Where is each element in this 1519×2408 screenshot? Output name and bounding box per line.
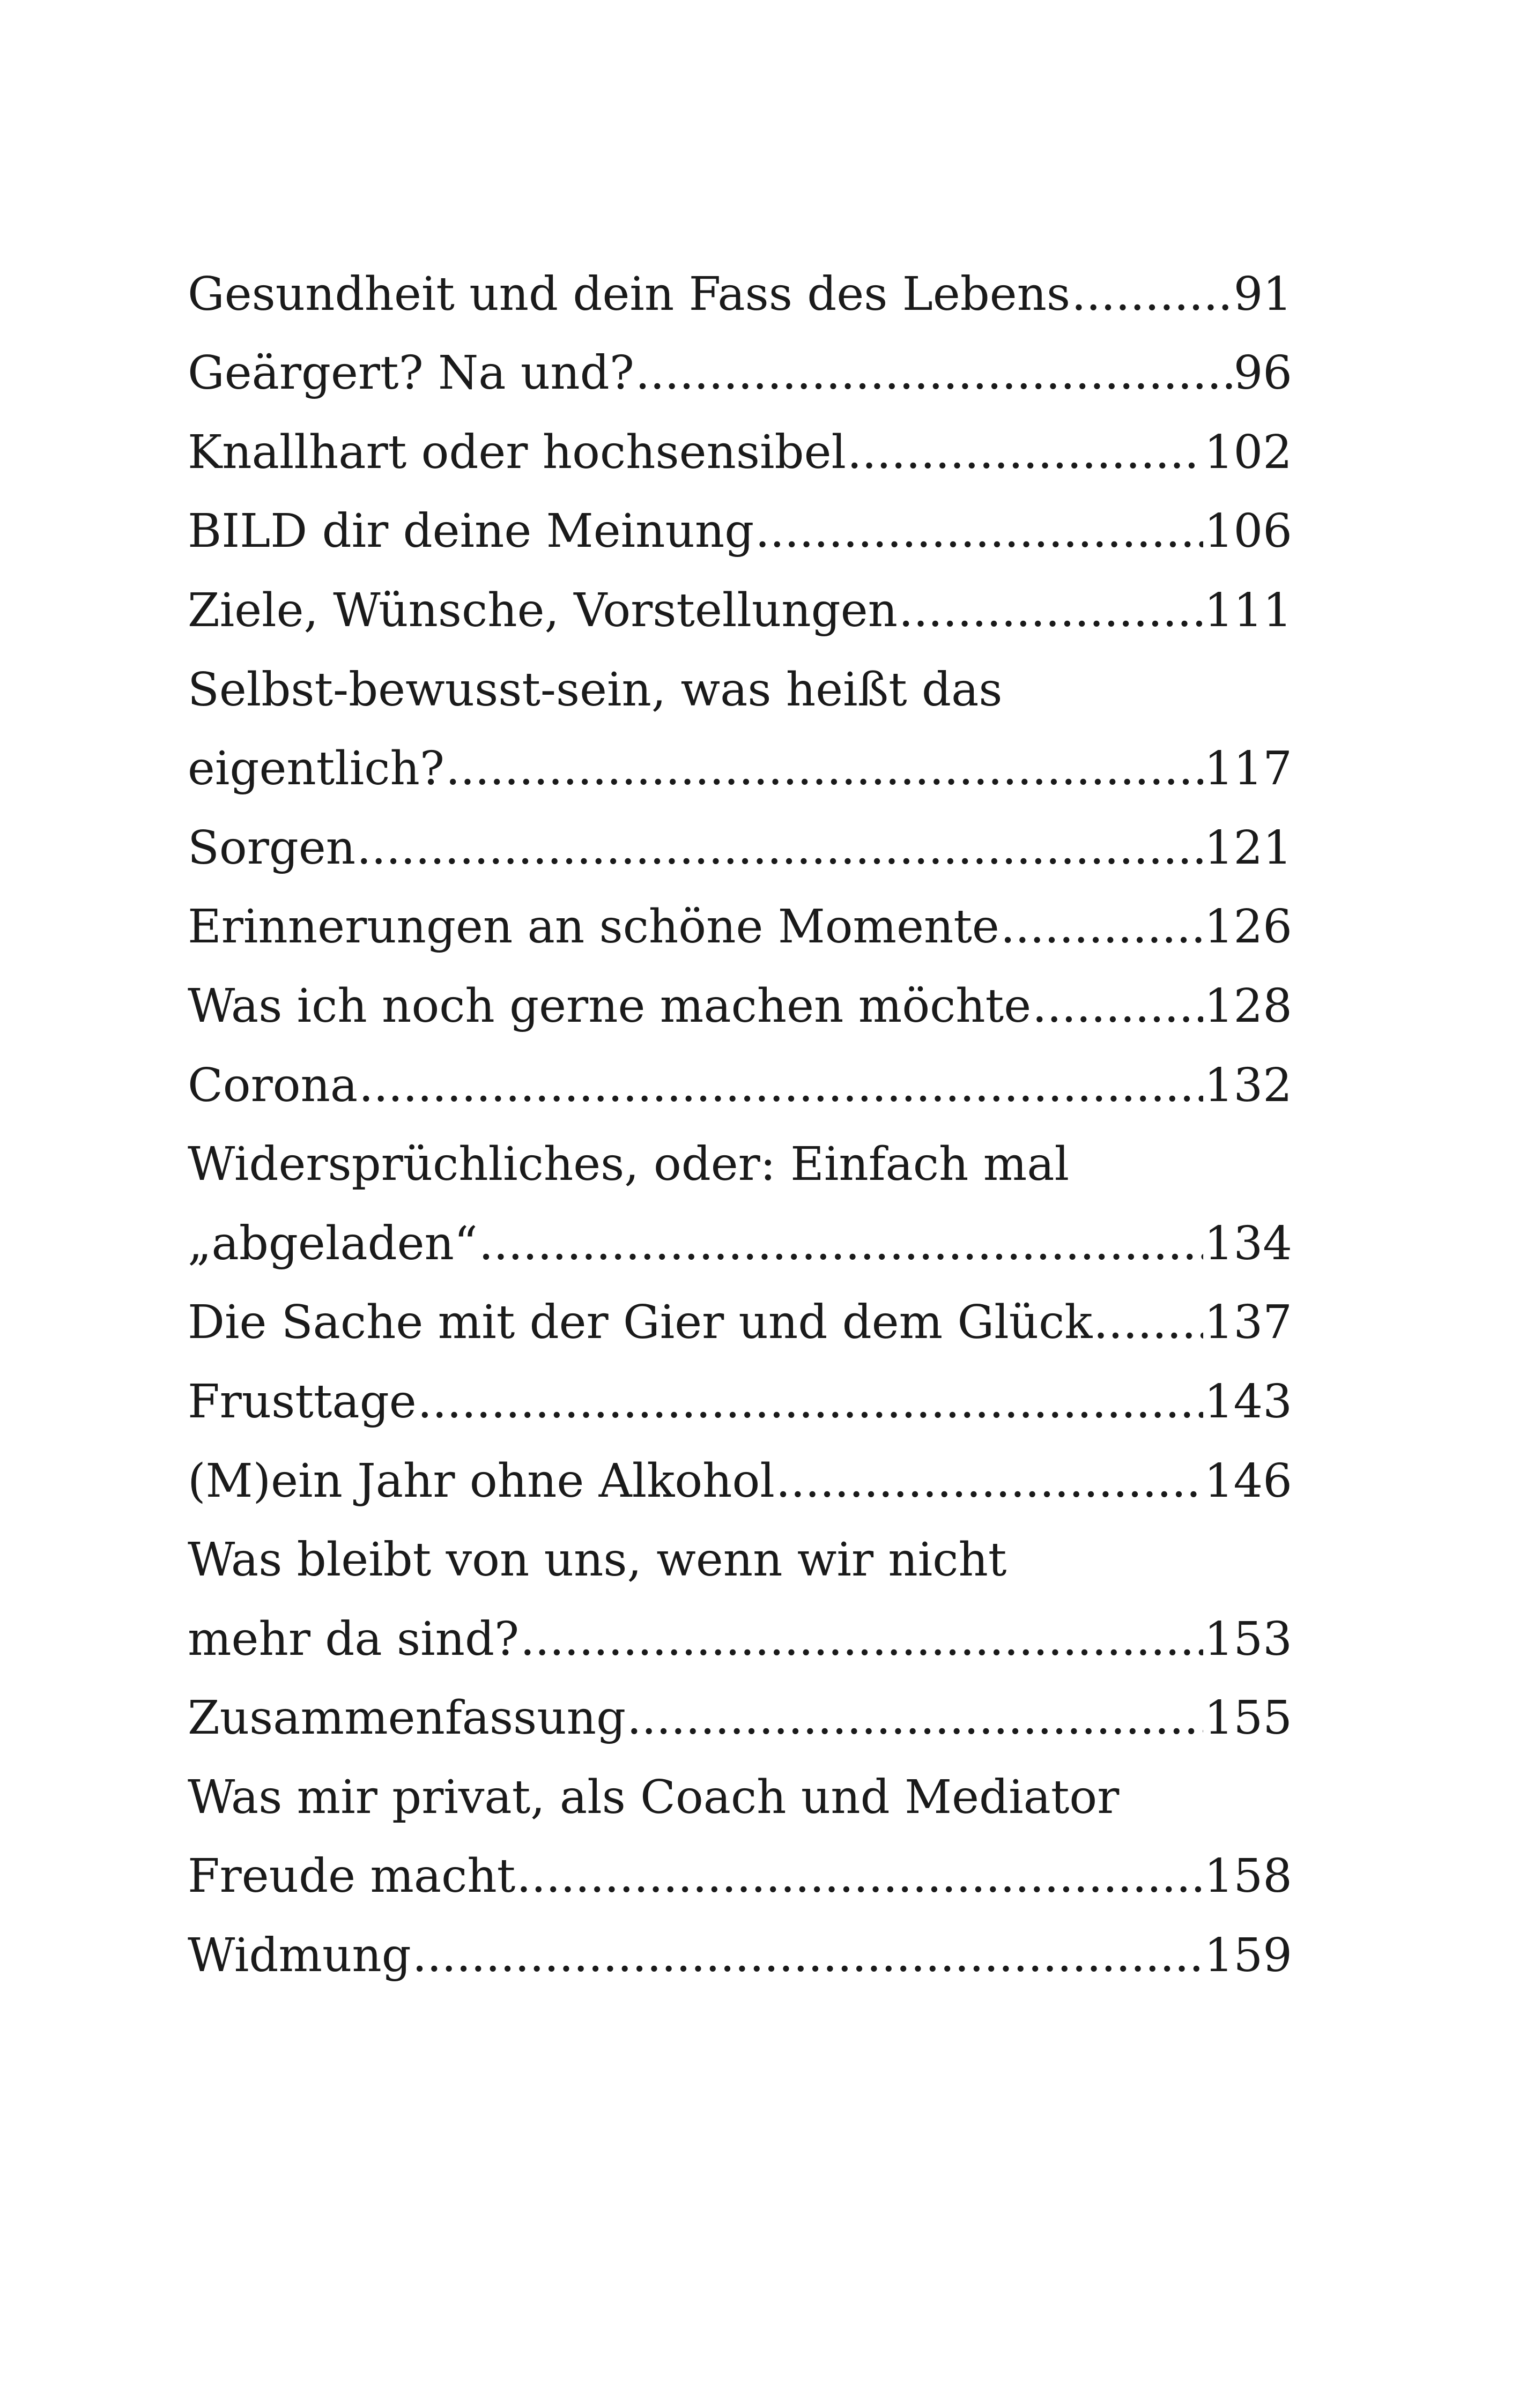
toc-entry-page: 155: [1204, 1691, 1292, 1745]
toc-entry-title-continued: „abgeladen“: [188, 1216, 478, 1270]
toc-entry-title: Selbst-bewusst-sein, was heißt das: [188, 663, 1003, 717]
dot-leader: [520, 1616, 1203, 1662]
dot-leader: [418, 1379, 1203, 1425]
toc-entry: [188, 1435, 1292, 1514]
dot-leader: [847, 429, 1203, 475]
toc-entry: [188, 248, 1292, 327]
dot-leader: [1032, 983, 1203, 1029]
toc-entry: [188, 881, 1292, 960]
dot-leader: [359, 1062, 1203, 1109]
toc-entry-page: 121: [1204, 821, 1292, 875]
toc-entry-page: 126: [1204, 900, 1292, 954]
dot-leader: [755, 508, 1203, 554]
toc-entry: [188, 723, 1292, 802]
toc-entry: [188, 801, 1292, 881]
toc-entry-title: BILD dir deine Meinung: [188, 504, 754, 559]
dot-leader: [635, 350, 1233, 396]
dot-leader: [516, 1853, 1203, 1899]
toc-entry-page: 111: [1204, 583, 1292, 637]
toc-entry: [188, 960, 1292, 1039]
toc-entry-title: Was ich noch gerne machen möchte: [188, 979, 1032, 1033]
toc-entry-title: Gesundheit und dein Fass des Lebens: [188, 267, 1071, 321]
toc-entry-page: 137: [1204, 1296, 1292, 1350]
toc-entry: [188, 1909, 1292, 1988]
toc-entry-title: Was mir privat, als Coach und Mediator: [188, 1770, 1120, 1824]
toc-entry: [188, 406, 1292, 485]
toc-entry: [188, 564, 1292, 643]
toc-entry-wrapped-first-line: [188, 1751, 1292, 1830]
toc-entry-page: 96: [1233, 346, 1292, 400]
toc-entry: [188, 1197, 1292, 1276]
toc-entry-page: 117: [1204, 742, 1292, 796]
toc-entry-title: Zusammenfassung: [188, 1691, 626, 1745]
dot-leader: [1001, 904, 1203, 950]
dot-leader: [412, 1933, 1203, 1979]
toc-entry-title: Ziele, Wünsche, Vorstellungen: [188, 583, 898, 637]
dot-leader: [357, 825, 1203, 871]
toc-entry-title: Was bleibt von uns, wenn wir nicht: [188, 1533, 1007, 1587]
toc-entry-title: Sorgen: [188, 821, 356, 875]
toc-entry-title: (M)ein Jahr ohne Alkohol: [188, 1454, 775, 1508]
toc-entry-title: Widmung: [188, 1929, 411, 1983]
dot-leader: [776, 1458, 1203, 1504]
toc-entry-title-continued: mehr da sind?: [188, 1612, 520, 1666]
toc-entry-title-continued: Freude macht: [188, 1849, 516, 1904]
toc-entry-title: Geärgert? Na und?: [188, 346, 634, 400]
toc-entry-page: 102: [1204, 425, 1292, 479]
toc-entry-page: 153: [1204, 1612, 1292, 1666]
toc-entry: [188, 1830, 1292, 1909]
toc-entry: [188, 1672, 1292, 1751]
toc-entry-wrapped-first-line: [188, 1514, 1292, 1593]
toc-entry-title: Knallhart oder hochsensibel: [188, 425, 846, 479]
toc-entry: [188, 485, 1292, 564]
dot-leader: [479, 1221, 1203, 1267]
toc-entry: [188, 1593, 1292, 1672]
toc-entry-page: 159: [1204, 1929, 1292, 1983]
toc-entry-title: Erinnerungen an schöne Momente: [188, 900, 999, 954]
toc-entry-page: 134: [1204, 1216, 1292, 1270]
toc-entry-page: 106: [1204, 504, 1292, 559]
toc-entry: [188, 1039, 1292, 1118]
toc-entry: [188, 327, 1292, 406]
toc-entry-wrapped-first-line: [188, 1118, 1292, 1198]
toc-entry-page: 143: [1204, 1374, 1292, 1429]
toc-entry-title-continued: eigentlich?: [188, 742, 444, 796]
dot-leader: [446, 746, 1203, 792]
dot-leader: [1071, 271, 1232, 317]
toc-entry-page: 132: [1204, 1058, 1292, 1112]
toc-entry-page: 91: [1233, 267, 1292, 321]
table-of-contents: [188, 248, 1292, 1988]
toc-entry-wrapped-first-line: [188, 643, 1292, 723]
dot-leader: [1093, 1299, 1203, 1346]
toc-entry-title: Corona: [188, 1058, 358, 1112]
toc-entry-page: 128: [1204, 979, 1292, 1033]
toc-entry: [188, 1276, 1292, 1356]
dot-leader: [899, 588, 1203, 634]
dot-leader: [627, 1695, 1203, 1741]
toc-entry-title: Widersprüchliches, oder: Einfach mal: [188, 1138, 1070, 1192]
toc-entry-title: Frusttage: [188, 1374, 417, 1429]
toc-entry-page: 158: [1204, 1849, 1292, 1904]
toc-entry: [188, 1355, 1292, 1435]
toc-entry-title: Die Sache mit der Gier und dem Glück: [188, 1296, 1093, 1350]
toc-entry-page: 146: [1204, 1454, 1292, 1508]
